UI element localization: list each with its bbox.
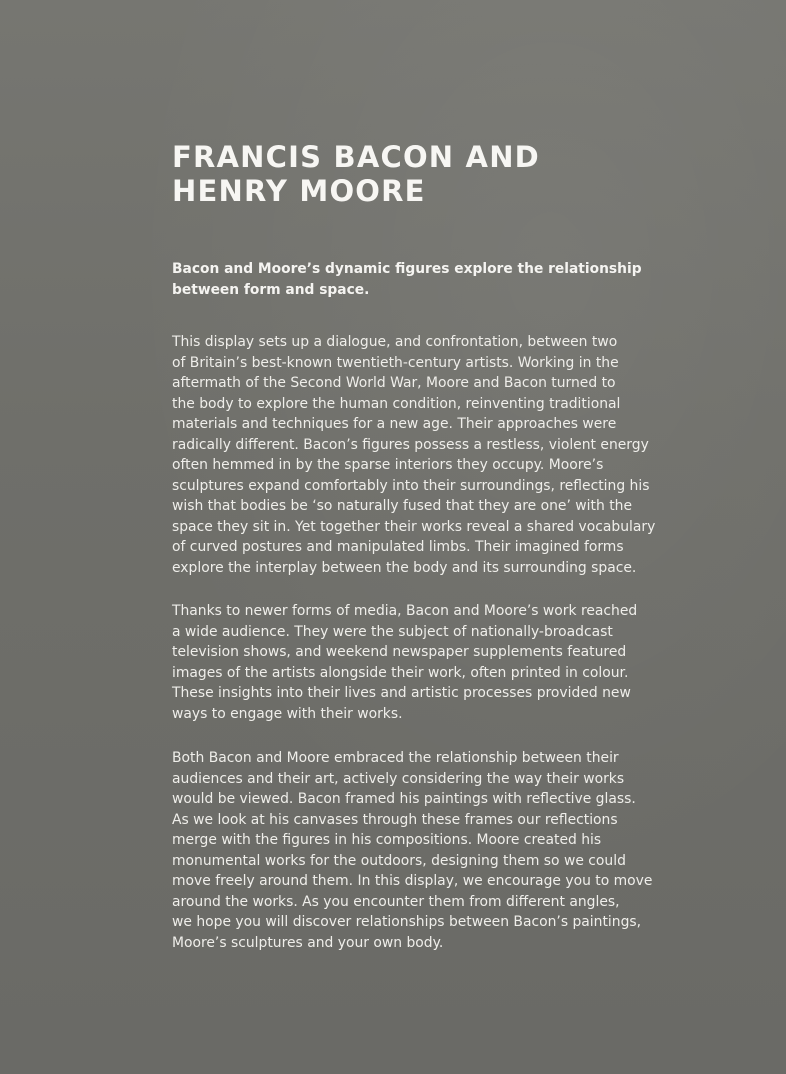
text-line: television shows, and weekend newspaper supplements featured <box>172 644 627 660</box>
panel-title <box>172 140 642 208</box>
text-line: Moore’s sculptures and your own body. <box>172 934 444 951</box>
text-line: As we look at his canvases through these frames our reflections <box>172 811 618 828</box>
text-line: These insights into their lives and artistic processes provided new <box>172 685 631 701</box>
text-line: Both Bacon and Moore embraced the relationship between their <box>172 750 619 766</box>
text-line: monumental works for the outdoors, designing them so we could <box>172 852 626 869</box>
text-line: This display sets up a dialogue, and confrontation, between two <box>172 334 618 350</box>
text-line: would be viewed. Bacon framed his paintings with reflective glass. <box>172 791 636 807</box>
text-line: a wide audience. They were the subject of nationally-broadcast <box>172 623 613 640</box>
text-line: the body to explore the human condition, reinventing traditional <box>172 395 621 412</box>
text-line: radically different. Bacon’s figures possess a restless, violent energy <box>172 436 649 453</box>
text-line: materials and techniques for a new age. Their approaches were <box>172 416 617 432</box>
text-line: around the works. As you encounter them from different angles, <box>172 893 620 910</box>
text-line: move freely around them. In this display, we encourage you to move <box>172 873 653 889</box>
text-line: of Britain’s best-known twentieth-century artists. Working in the <box>172 354 619 371</box>
text-line: of curved postures and manipulated limbs. Their imagined forms <box>172 539 624 555</box>
lead-line: between form and space. <box>172 282 370 298</box>
text-line: often hemmed in by the sparse interiors they occupy. Moore’s <box>172 457 604 473</box>
text-line: we hope you will discover relationships between Bacon’s paintings, <box>172 914 642 930</box>
text-line: wish that bodies be ‘so naturally fused that they are one’ with the <box>172 498 632 514</box>
text-line: images of the artists alongside their work, often printed in colour. <box>172 664 629 681</box>
text-line: sculptures expand comfortably into their surroundings, reflecting his <box>172 477 650 494</box>
body-paragraph-3 <box>172 748 653 953</box>
text-line: explore the interplay between the body and its surrounding space. <box>172 559 637 576</box>
lead-paragraph <box>172 259 642 301</box>
body-paragraph-1 <box>172 332 656 578</box>
panel-content <box>172 140 656 953</box>
text-line: space they sit in. Yet together their works reveal a shared vocabulary <box>172 518 656 535</box>
text-line: merge with the figures in his compositions. Moore created his <box>172 832 602 848</box>
text-line: aftermath of the Second World War, Moore and Bacon turned to <box>172 375 616 391</box>
panel-title-line: HENRY MOORE <box>172 174 426 208</box>
text-line: ways to engage with their works. <box>172 705 403 722</box>
text-line: audiences and their art, actively considering the way their works <box>172 770 625 787</box>
panel-title-line: FRANCIS BACON AND <box>172 140 540 174</box>
lead-line: Bacon and Moore’s dynamic figures explore the relationship <box>172 261 642 277</box>
body-paragraph-2 <box>172 601 642 724</box>
text-line: Thanks to newer forms of media, Bacon and Moore’s work reached <box>172 603 638 619</box>
